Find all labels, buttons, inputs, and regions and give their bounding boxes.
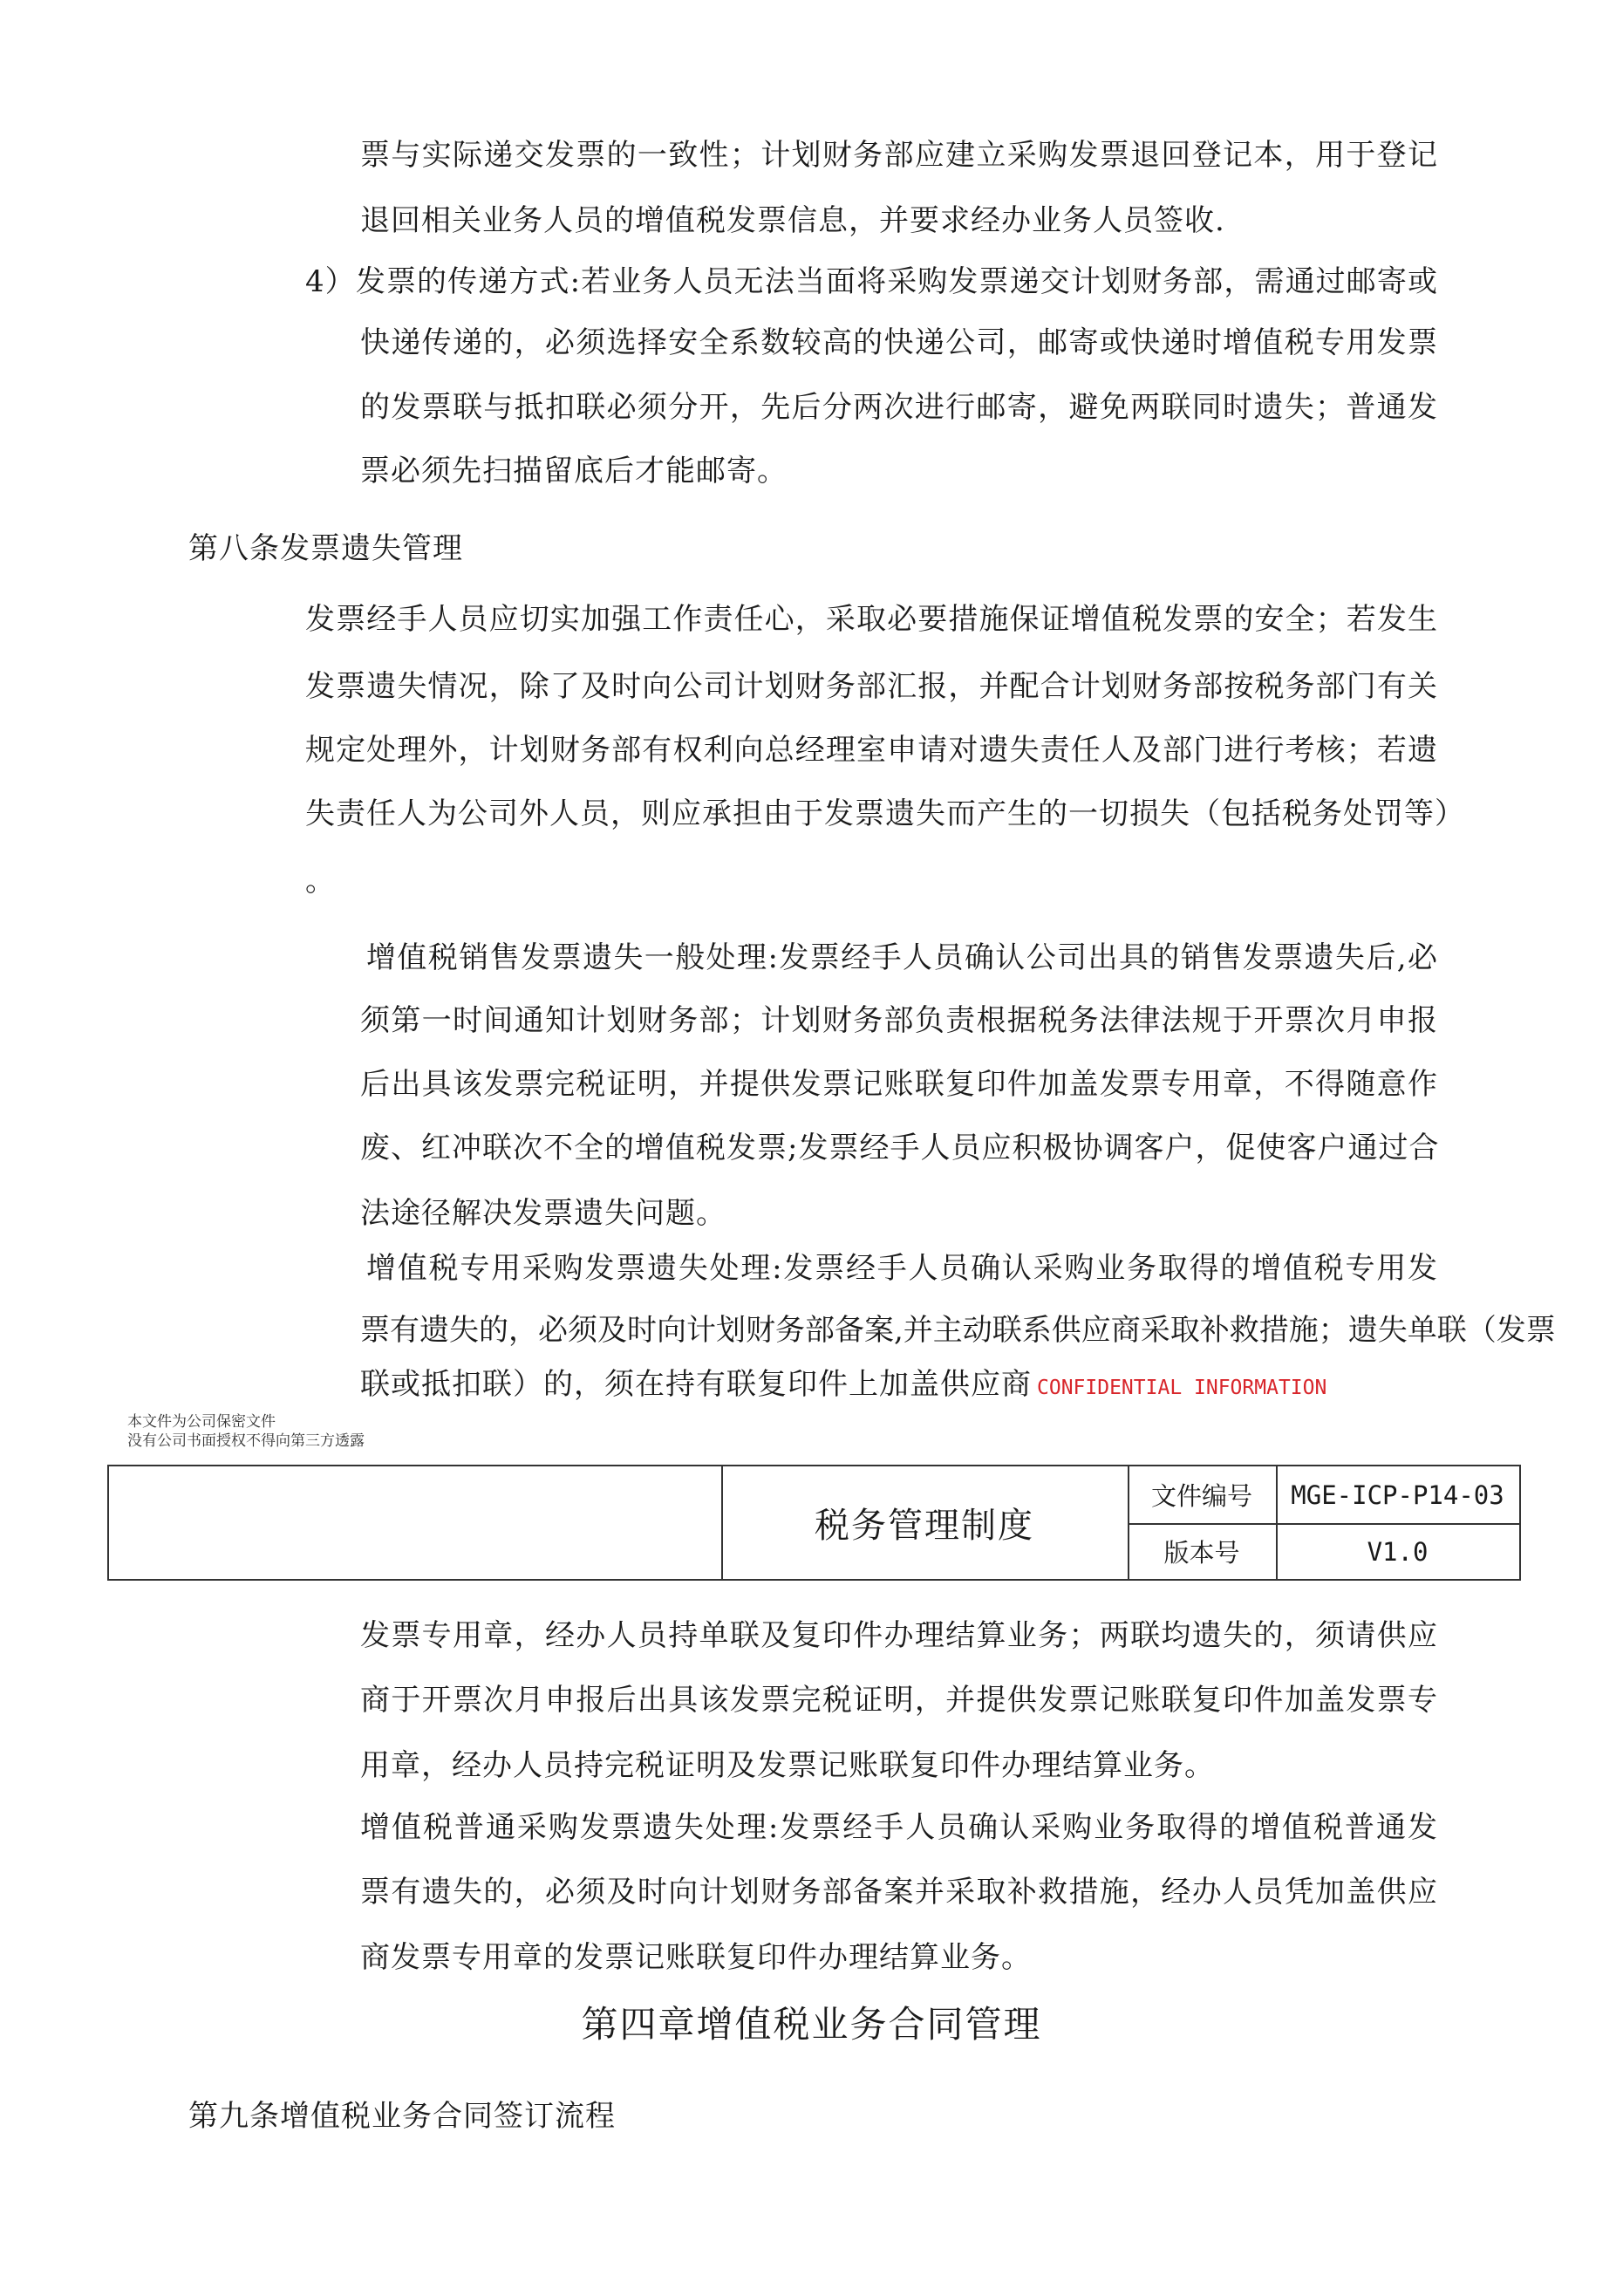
article-heading: 第八条发票遗失管理 [188, 531, 463, 566]
confidential-note: 没有公司书面授权不得向第三方透露 [127, 1432, 365, 1450]
paragraph-line: 退回相关业务人员的增值税发票信息，并要求经办业务人员签收. [360, 203, 1225, 238]
paragraph-text: 联或抵扣联）的，须在持有联复印件上加盖供应商 [360, 1367, 1032, 1402]
paragraph-line: 票与实际递交发票的一致性；计划财务部应建立采购发票退回登记本，用于登记 [360, 138, 1438, 173]
paragraph-line: 增值税普通采购发票遗失处理:发票经手人员确认采购业务取得的增值税普通发 [360, 1810, 1438, 1845]
paragraph-line: 商于开票次月申报后出具该发票完税证明，并提供发票记账联复印件加盖发票专 [360, 1683, 1438, 1718]
paragraph-line: 发票专用章，经办人员持单联及复印件办理结算业务；两联均遗失的，须请供应 [360, 1618, 1438, 1653]
document-title: 税务管理制度 [815, 1506, 1034, 1546]
paragraph-line: 规定处理外，计划财务部有权利向总经理室申请对遗失责任人及部门进行考核；若遗 [305, 733, 1438, 768]
paragraph-line: 发票遗失情况，除了及时向公司计划财务部汇报，并配合计划财务部按税务部门有关 [305, 669, 1438, 704]
paragraph-line: 失责任人为公司外人员，则应承担由于发票遗失而产生的一切损失（包括税务处罚等） [305, 796, 1465, 831]
doc-number-label: 文件编号 [1150, 1481, 1252, 1511]
paragraph-line: 增值税专用采购发票遗失处理:发票经手人员确认采购业务取得的增值税专用发 [366, 1251, 1438, 1286]
paragraph-line: 法途径解决发票遗失问题。 [360, 1196, 726, 1231]
paragraph-line: 发票经手人员应切实加强工作责任心，采取必要措施保证增值税发票的安全；若发生 [305, 602, 1438, 637]
chapter-title: 第四章增值税业务合同管理 [581, 2003, 1042, 2046]
doc-number-value: MGE-ICP-P14-03 [1291, 1479, 1504, 1510]
paragraph-line: 须第一时间通知计划财务部；计划财务部负责根据税务法律法规于开票次月申报 [360, 1003, 1438, 1038]
paragraph-line: 后出具该发票完税证明，并提供发票记账联复印件加盖发票专用章，不得随意作 [360, 1067, 1438, 1102]
article-heading: 第九条增值税业务合同签订流程 [188, 2099, 616, 2134]
confidential-label: CONFIDENTIAL INFORMATION [1037, 1377, 1327, 1399]
paragraph-line: 商发票专用章的发票记账联复印件办理结算业务。 [360, 1940, 1032, 1975]
list-item-line: 4）发票的传递方式:若业务人员无法当面将采购发票递交计划财务部，需通过邮寄或 [305, 264, 1438, 299]
paragraph-line: 增值税销售发票遗失一般处理:发票经手人员确认公司出具的销售发票遗失后,必 [366, 940, 1438, 975]
paragraph-line: 的发票联与抵扣联必须分开，先后分两次进行邮寄，避免两联同时遗失；普通发 [360, 390, 1438, 425]
paragraph-line: 。 [305, 864, 336, 899]
document-header-table [107, 1465, 1521, 1581]
paragraph-line: 票必须先扫描留底后才能邮寄。 [360, 454, 788, 489]
confidential-note: 本文件为公司保密文件 [127, 1413, 276, 1431]
version-value: V1.0 [1367, 1536, 1429, 1567]
paragraph-line: 快递传递的，必须选择安全系数较高的快递公司，邮寄或快递时增值税专用发票 [360, 325, 1438, 360]
paragraph-line: 用章，经办人员持完税证明及发票记账联复印件办理结算业务。 [360, 1748, 1215, 1783]
paragraph-line: 票有遗失的，必须及时向计划财务部备案并采取补救措施，经办人员凭加盖供应 [360, 1875, 1438, 1910]
paragraph-line: 废、红冲联次不全的增值税发票;发票经手人员应积极协调客户，促使客户通过合 [360, 1131, 1440, 1165]
version-label: 版本号 [1163, 1538, 1240, 1568]
paragraph-line-with-label [360, 1367, 1326, 1405]
paragraph-line: 票有遗失的，必须及时向计划财务部备案,并主动联系供应商采取补救措施；遗失单联（发票 [360, 1313, 1556, 1348]
